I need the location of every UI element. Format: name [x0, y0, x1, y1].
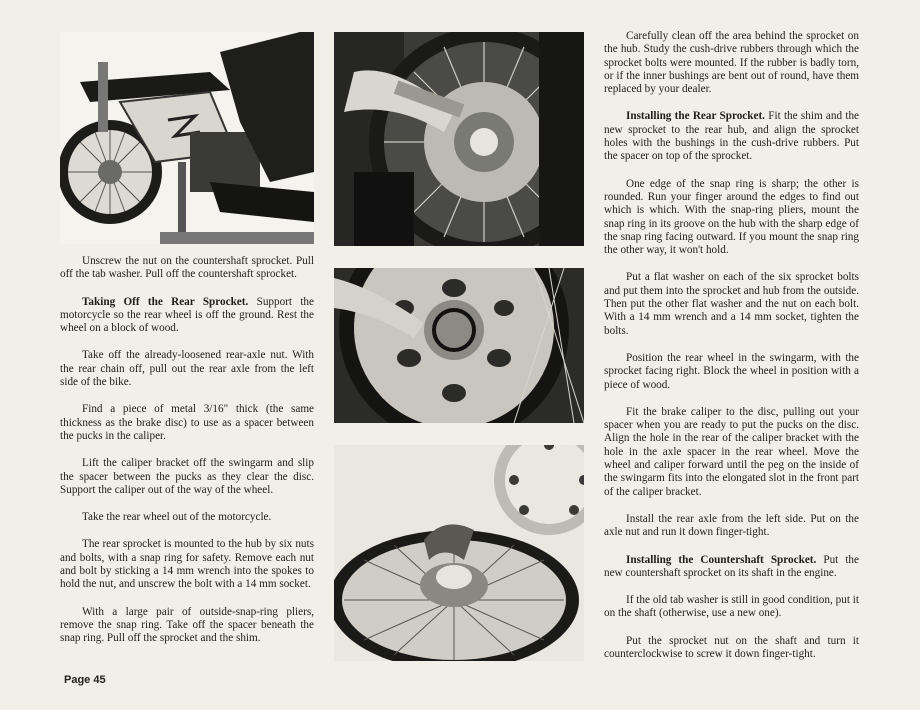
paragraph: Installing the Countershaft Sprocket. Put the new countershaft sprocket on its shaft in the engine. [604, 553, 859, 579]
sprocket-removal-photo [334, 32, 584, 246]
paragraph: Install the rear axle from the left side. Put on the axle nut and run it down finger-tight. [604, 512, 859, 539]
paragraph: Position the rear wheel in the swingarm, with the sprocket facing right. Block the wheel in position with a piece of wood. [604, 351, 859, 391]
left-text-column [60, 255, 314, 660]
paragraph: Put the sprocket nut on the shaft and turn it counterclockwise to screw it down finger-tight. [604, 634, 859, 660]
snap-ring-photo [334, 268, 584, 423]
paragraph: The rear sprocket is mounted to the hub by six nuts and bolts, with a snap ring for safety. Remove each nut and bolt by sticking a 14 mm wrench into the spokes to hold the nut, and unscrew the bolt with a 14 mm socket. [60, 538, 314, 591]
motorcycle-photo [60, 32, 314, 244]
paragraph: If the old tab washer is still in good condition, put it on the shaft (otherwise, use a new one). [604, 594, 859, 620]
paragraph: Installing the Rear Sprocket. Fit the shim and the new sprocket to the rear hub, and align the sprocket holes with the bushings in the cush-drive rubbers. Put the spacer on top of the sprocket. [604, 110, 859, 163]
paragraph: Take off the already-loosened rear-axle nut. With the rear chain off, pull out the rear axle from the left side of the bike. [60, 349, 314, 389]
wheel-hub-photo [334, 445, 584, 661]
paragraph: Unscrew the nut on the countershaft sprocket. Pull off the tab washer. Pull off the countershaft sprocket. [60, 255, 314, 281]
right-text-column [604, 30, 859, 675]
paragraph: Taking Off the Rear Sprocket. Support the motorcycle so the rear wheel is off the ground. Rest the wheel on a block of wood. [60, 295, 314, 335]
paragraph: Take the rear wheel out of the motorcycle. [82, 511, 272, 524]
paragraph: Fit the brake caliper to the disc, pulling out your spacer when you are ready to put the pucks on the disc. Align the hole in the rear of the caliper bracket with the hole in the axle spacer in the rear wheel. Move the wheel and caliper forward until the peg on the inside of the swingarm fits into the elongated slot in the front part of the caliper bracket. [604, 405, 859, 498]
paragraph: With a large pair of outside-snap-ring pliers, remove the snap ring. Take off the spacer beneath the snap ring. Pull off the sprocket and the shim. [60, 605, 314, 645]
paragraph: Put a flat washer on each of the six sprocket bolts and put them into the sprocket and hub from the outside. Then put the other flat washer and the nut on each bolt. With a 14 mm wrench and a 14 mm socket, tighten the bolts. [604, 271, 859, 337]
page-number: Page 45 [64, 674, 106, 686]
paragraph: Carefully clean off the area behind the sprocket on the hub. Study the cush-drive rubbers through which the sprocket bolts were mounted. If the rubber is badly torn, or if the inner bushings are bent out of round, have them replaced by your dealer. [604, 30, 859, 96]
paragraph: Lift the caliper bracket off the swingarm and slip the spacer between the pucks as they clear the disc. Support the caliper out of the way of the wheel. [60, 457, 314, 496]
paragraph: One edge of the snap ring is sharp; the other is rounded. Run your finger around the edges to find out which is which. With the snap-ring pliers, mount the snap ring in its groove on the hub with the sharp edge of the snap ring facing outward. If you mount the snap ring the other way, it won't hold. [604, 177, 859, 257]
paragraph: Find a piece of metal 3/16" thick (the same thickness as the brake disc) to use as a spacer between the pucks in the caliper. [60, 403, 314, 442]
